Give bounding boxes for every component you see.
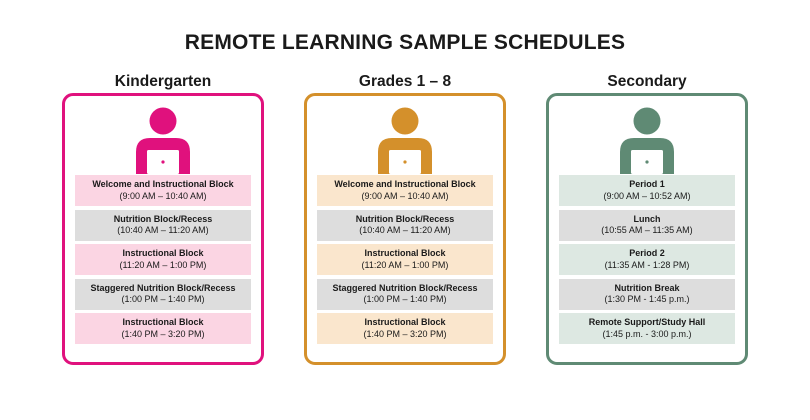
block-name: Staggered Nutrition Block/Recess	[90, 282, 236, 293]
block-time: (10:55 AM – 11:35 AM)	[601, 225, 693, 235]
block-name: Nutrition Block/Recess	[113, 213, 213, 224]
schedule-block	[559, 244, 735, 275]
schedule-block	[559, 313, 735, 344]
schedule-block	[317, 210, 493, 241]
column-heading: Kindergarten	[114, 73, 212, 90]
block-time: (1:45 p.m. - 3:00 p.m.)	[602, 328, 692, 339]
block-time: (1:00 PM – 1:40 PM)	[363, 294, 447, 304]
block-time: (11:35 AM - 1:28 PM)	[604, 259, 690, 270]
schedule-block	[75, 175, 251, 206]
schedule-block	[75, 279, 251, 310]
block-name: Instructional Block	[364, 248, 446, 258]
block-time: (11:20 AM – 1:00 PM)	[119, 259, 207, 270]
schedule-block	[559, 175, 735, 206]
block-name: Period 1	[629, 179, 665, 189]
block-name: Instructional Block	[122, 317, 204, 327]
schedule-block	[75, 210, 251, 241]
block-time: (11:20 AM – 1:00 PM)	[361, 259, 449, 270]
schedule-block	[559, 210, 735, 241]
block-time: (10:40 AM – 11:20 AM)	[117, 225, 209, 235]
block-time: (1:00 PM – 1:40 PM)	[121, 294, 205, 304]
block-name: Welcome and Instructional Block	[92, 179, 234, 189]
schedule-card	[304, 93, 506, 365]
schedule-column-kindergarten	[62, 72, 264, 339]
schedule-block	[317, 244, 493, 275]
block-time: (9:00 AM – 10:52 AM)	[603, 190, 691, 201]
schedule-block	[317, 313, 493, 344]
column-heading: Secondary	[607, 73, 687, 90]
block-time: (1:30 PM - 1:45 p.m.)	[604, 294, 690, 304]
schedule-column-grades-1-8	[304, 72, 506, 339]
block-name: Instructional Block	[364, 317, 446, 327]
block-name: Nutrition Block/Recess	[355, 213, 455, 224]
block-name: Lunch	[633, 213, 661, 224]
block-time: (1:40 PM – 3:20 PM)	[363, 328, 447, 339]
schedule-column-secondary	[546, 72, 748, 339]
schedule-block	[75, 313, 251, 344]
student-laptop-icon	[122, 106, 204, 174]
schedule-card	[62, 93, 264, 365]
column-heading: Grades 1 – 8	[358, 73, 452, 90]
block-name: Staggered Nutrition Block/Recess	[332, 282, 478, 293]
schedule-block	[317, 279, 493, 310]
block-name: Welcome and Instructional Block	[334, 179, 476, 189]
schedule-card	[546, 93, 748, 365]
student-laptop-icon	[606, 106, 688, 174]
schedule-blocks	[317, 175, 493, 348]
block-name: Remote Support/Study Hall	[588, 317, 706, 327]
schedule-block	[75, 244, 251, 275]
schedule-block	[317, 175, 493, 206]
block-name: Period 2	[629, 248, 665, 258]
block-time: (1:40 PM – 3:20 PM)	[121, 328, 205, 339]
block-time: (9:00 AM – 10:40 AM)	[361, 190, 449, 201]
block-name: Instructional Block	[122, 248, 204, 258]
page-title: REMOTE LEARNING SAMPLE SCHEDULES	[184, 31, 626, 54]
schedule-blocks	[75, 175, 251, 348]
schedule-blocks	[559, 175, 735, 348]
schedule-block	[559, 279, 735, 310]
block-time: (10:40 AM – 11:20 AM)	[359, 225, 451, 235]
student-laptop-icon	[364, 106, 446, 174]
block-time: (9:00 AM – 10:40 AM)	[119, 190, 207, 201]
block-name: Nutrition Break	[614, 282, 680, 293]
